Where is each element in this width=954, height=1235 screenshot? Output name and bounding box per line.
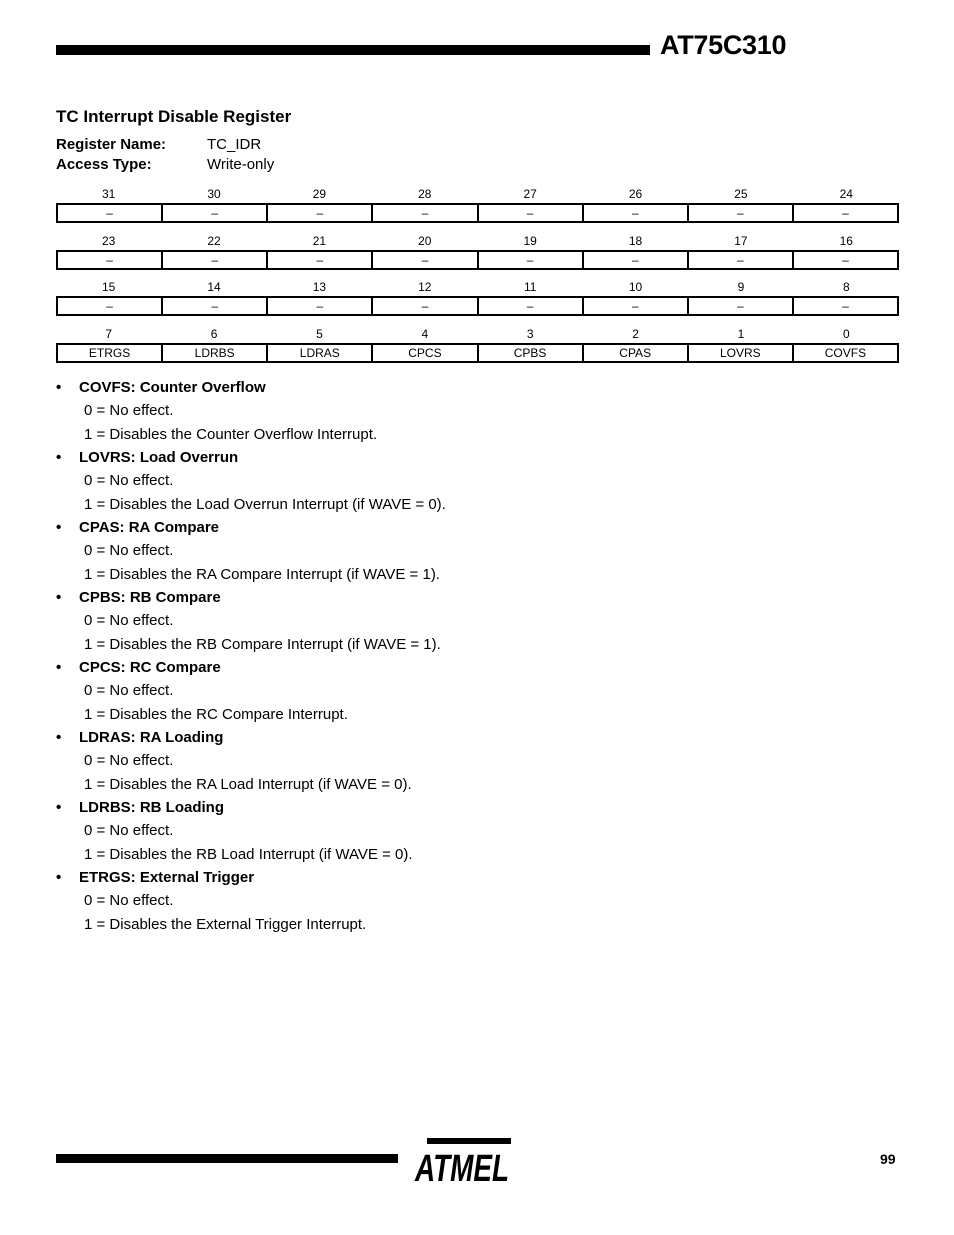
bit-field-cell: – [688, 204, 793, 222]
field-item [56, 516, 896, 586]
bit-field-cell: LDRAS [267, 344, 372, 362]
bullet: • [56, 379, 62, 396]
bullet: • [56, 659, 62, 676]
field-title: CPAS: RA Compare [79, 519, 220, 536]
bit-number: 16 [839, 234, 853, 248]
bit-field-cell: – [57, 204, 162, 222]
field-title: LDRBS: RB Loading [79, 799, 224, 816]
bullet: • [56, 729, 62, 746]
field-value-description: 0 = No effect. [84, 612, 174, 629]
bit-number: 6 [210, 327, 218, 341]
bit-number: 31 [102, 187, 116, 201]
field-value-description: 1 = Disables the RB Compare Interrupt (if WAVE = 1). [84, 635, 441, 653]
bit-field-cell: ETRGS [57, 344, 162, 362]
footer-rule [56, 1154, 398, 1163]
bit-row-3 [56, 325, 899, 363]
field-descriptions [56, 376, 896, 936]
bit-numbers [56, 185, 899, 203]
field-item [56, 796, 896, 866]
field-value-description: 0 = No effect. [84, 682, 174, 699]
bit-field-cell: CPAS [583, 344, 688, 362]
bit-row-0 [56, 185, 899, 223]
bit-field-cell: – [793, 297, 898, 315]
field-item [56, 446, 896, 516]
bit-field-table [56, 250, 899, 270]
field-value-description: 0 = No effect. [84, 472, 174, 489]
field-value-description: 0 = No effect. [84, 752, 174, 769]
register-info [56, 135, 274, 175]
bit-field-cell: – [372, 204, 477, 222]
bit-number: 4 [421, 327, 429, 341]
bit-field-cell: – [57, 297, 162, 315]
bullet: • [56, 869, 62, 886]
bit-number: 21 [312, 234, 327, 248]
field-heading [56, 726, 896, 749]
field-value-description: 0 = No effect. [84, 822, 174, 839]
register-name-row [56, 135, 274, 155]
field-heading [56, 376, 896, 399]
bit-field-cell: – [478, 204, 583, 222]
bit-field-cell: – [688, 297, 793, 315]
bit-numbers [56, 278, 899, 296]
bit-field-cell: – [793, 251, 898, 269]
bit-field-cell: – [57, 251, 162, 269]
field-value-description: 1 = Disables the Load Overrun Interrupt (if WAVE = 0). [84, 495, 446, 513]
access-type-label: Access Type: [56, 156, 152, 173]
field-heading [56, 656, 896, 679]
field-title: LDRAS: RA Loading [79, 729, 224, 746]
bit-row-2 [56, 278, 899, 316]
bit-field-cell: – [478, 251, 583, 269]
bit-field-row [57, 204, 898, 222]
bit-field-cell: – [372, 297, 477, 315]
field-title: CPCS: RC Compare [79, 659, 221, 676]
bit-field-cell: – [162, 251, 267, 269]
bit-numbers [56, 232, 899, 250]
bit-number: 28 [418, 187, 432, 201]
bit-number: 25 [734, 187, 748, 201]
header-rule [56, 45, 650, 55]
bit-number: 27 [523, 187, 537, 201]
field-value-description: 1 = Disables the External Trigger Interrupt. [84, 915, 367, 933]
register-name-value: TC_IDR [207, 136, 262, 153]
bit-field-cell: – [162, 297, 267, 315]
svg-text:ATMEL: ATMEL [414, 1148, 509, 1190]
bit-number: 23 [102, 234, 116, 248]
field-value-description: 0 = No effect. [84, 402, 174, 419]
field-title: CPBS: RB Compare [79, 589, 221, 606]
page-number: 99 [880, 1151, 896, 1167]
field-title: COVFS: Counter Overflow [79, 379, 266, 396]
bit-field-cell: – [583, 204, 688, 222]
bit-number: 0 [842, 327, 850, 341]
field-value-description: 1 = Disables the RB Load Interrupt (if WAVE = 0). [84, 845, 413, 863]
field-value-description: 1 = Disables the RA Load Interrupt (if WAVE = 0). [84, 775, 412, 793]
atmel-logo-graphic [413, 1137, 513, 1190]
field-value-description: 0 = No effect. [84, 542, 174, 559]
bit-number: 1 [737, 327, 745, 341]
bit-field-table [56, 296, 899, 316]
access-type-row [56, 155, 274, 175]
bit-field-cell: – [372, 251, 477, 269]
bit-field-cell: – [267, 297, 372, 315]
bullet: • [56, 449, 62, 466]
bit-field-cell: CPCS [372, 344, 477, 362]
field-heading [56, 866, 896, 889]
document-title: AT75C310 [660, 30, 787, 60]
bit-number: 26 [628, 187, 643, 201]
bit-field-row [57, 251, 898, 269]
field-item [56, 726, 896, 796]
bit-number: 10 [628, 280, 643, 294]
bit-field-cell: – [793, 204, 898, 222]
bullet: • [56, 589, 62, 606]
field-title: LOVRS: Load Overrun [79, 449, 239, 466]
field-item [56, 866, 896, 936]
field-title: ETRGS: External Trigger [79, 869, 255, 886]
bit-field-cell: – [583, 251, 688, 269]
field-item [56, 656, 896, 726]
register-name-label: Register Name: [56, 136, 167, 153]
bit-row-1 [56, 232, 899, 270]
field-value-description: 1 = Disables the RA Compare Interrupt (if WAVE = 1). [84, 565, 440, 583]
field-heading [56, 446, 896, 469]
bit-field-table [56, 343, 899, 363]
bit-number: 7 [105, 327, 113, 341]
bit-field-cell: LDRBS [162, 344, 267, 362]
bit-number: 30 [207, 187, 221, 201]
bit-field-cell: CPBS [478, 344, 583, 362]
bit-number: 18 [628, 234, 643, 248]
bit-number: 22 [207, 234, 221, 248]
bit-number: 11 [523, 280, 537, 294]
atmel-logo [413, 1137, 513, 1190]
bit-number: 12 [418, 280, 432, 294]
bit-field-cell: – [688, 251, 793, 269]
bullet: • [56, 799, 62, 816]
bit-number: 29 [312, 187, 327, 201]
section-title: TC Interrupt Disable Register [56, 107, 292, 126]
field-value-description: 0 = No effect. [84, 892, 174, 909]
bit-number: 17 [734, 234, 748, 248]
bit-field-row [57, 297, 898, 315]
field-heading [56, 586, 896, 609]
bit-field-cell: – [162, 204, 267, 222]
field-value-description: 1 = Disables the RC Compare Interrupt. [84, 705, 348, 723]
bit-field-cell: COVFS [793, 344, 898, 362]
bit-number: 14 [207, 280, 221, 294]
bit-field-cell: – [267, 204, 372, 222]
bit-number: 24 [839, 187, 853, 201]
bit-number: 8 [842, 280, 850, 294]
bit-field-row [57, 344, 898, 362]
bit-number: 19 [523, 234, 537, 248]
bit-number: 5 [316, 327, 323, 341]
bit-number: 2 [632, 327, 639, 341]
field-value-description: 1 = Disables the Counter Overflow Interrupt. [84, 425, 378, 443]
bit-field-cell: LOVRS [688, 344, 793, 362]
bit-number: 15 [102, 280, 116, 294]
bit-number: 13 [312, 280, 327, 294]
bit-numbers [56, 325, 899, 343]
bit-number: 20 [418, 234, 432, 248]
bit-field-cell: – [267, 251, 372, 269]
field-heading [56, 516, 896, 539]
bit-field-table [56, 203, 899, 223]
field-heading [56, 796, 896, 819]
bullet: • [56, 519, 62, 536]
bit-number: 3 [526, 327, 534, 341]
field-item [56, 376, 896, 446]
access-type-value: Write-only [207, 156, 275, 173]
bit-number: 9 [737, 280, 745, 294]
bit-field-cell: – [478, 297, 583, 315]
bit-field-cell: – [583, 297, 688, 315]
field-item [56, 586, 896, 656]
